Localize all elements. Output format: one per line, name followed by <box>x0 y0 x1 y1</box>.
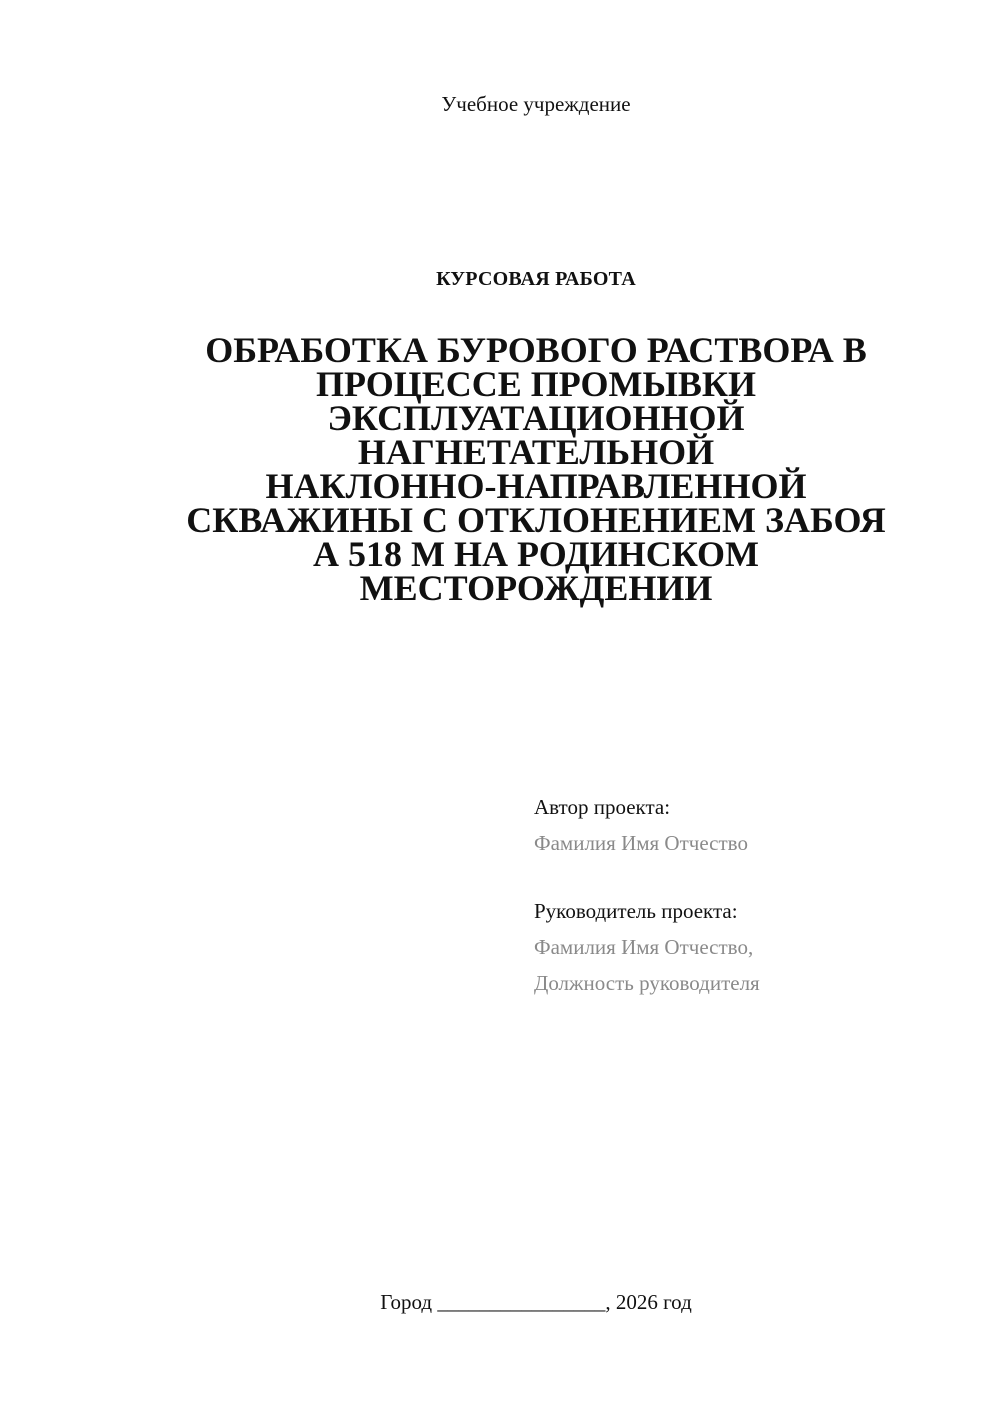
title-line: НАКЛОННО-НАПРАВЛЕННОЙ <box>265 466 807 506</box>
institution-name: Учебное учреждение <box>441 92 631 116</box>
city-year-footer: Город ________________, 2026 год <box>380 1290 692 1314</box>
title-line: СКВАЖИНЫ С ОТКЛОНЕНИЕМ ЗАБОЯ <box>186 500 886 540</box>
title-line: А 518 М НА РОДИНСКОМ <box>313 534 759 574</box>
title-line: НАГНЕТАТЕЛЬНОЙ <box>357 432 715 472</box>
supervisor-label: Руководитель проекта: <box>534 899 738 923</box>
supervisor-block <box>534 893 760 1001</box>
supervisor-name: Фамилия Имя Отчество, <box>534 935 754 959</box>
title-line: ЭКСПЛУАТАЦИОННОЙ <box>327 398 745 438</box>
supervisor-position: Должность руководителя <box>534 971 760 995</box>
title-line: ПРОЦЕССЕ ПРОМЫВКИ <box>315 364 757 404</box>
work-title <box>140 330 932 608</box>
document-type: КУРСОВАЯ РАБОТА <box>436 268 636 290</box>
author-name: Фамилия Имя Отчество <box>534 831 748 855</box>
title-line: ОБРАБОТКА БУРОВОГО РАСТВОРА В <box>205 330 867 370</box>
author-label: Автор проекта: <box>534 795 671 819</box>
author-block <box>534 789 748 861</box>
title-line: МЕСТОРОЖДЕНИИ <box>359 568 713 608</box>
